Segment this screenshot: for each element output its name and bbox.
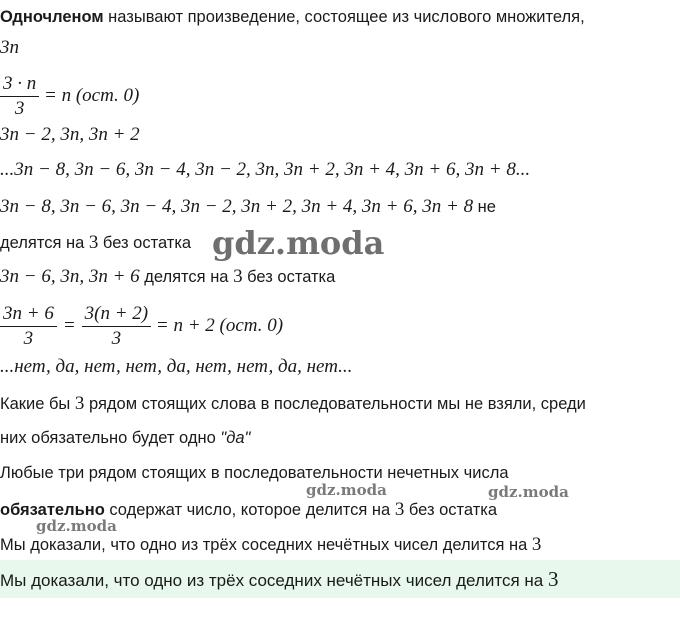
- fraction-result: = n (ост. 0): [39, 84, 140, 106]
- text-segment: Какие бы: [0, 395, 75, 413]
- fraction-denominator: 3: [14, 98, 25, 119]
- math-three: 3: [531, 534, 542, 555]
- statement-line-2: [0, 429, 250, 448]
- fraction-numerator: 3 · n: [0, 72, 39, 97]
- fraction-line-1: [0, 72, 139, 121]
- fraction-denominator: 3: [23, 328, 34, 349]
- fraction-3n-plus-6: [0, 302, 57, 351]
- not-divisible-math: 3n − 8, 3n − 6, 3n − 4, 3n − 2, 3n + 2, 3n + 4, 3n + 6, 3n + 8: [0, 196, 474, 217]
- expr-three-numbers: 3n − 2, 3n, 3n + 2: [0, 124, 140, 145]
- expr-sequence: ...3n − 8, 3n − 6, 3n − 4, 3n − 2, 3n, 3n + 2, 3n + 4, 3n + 6, 3n + 8...: [0, 159, 531, 180]
- fraction-numerator: 3n + 6: [0, 302, 57, 327]
- answer-box: [0, 560, 680, 598]
- yes-no-sequence: ...нет, да, нет, нет, да, нет, нет, да, нет...: [0, 356, 353, 377]
- statement-line-1: [0, 393, 586, 415]
- fraction-3-n-plus-2: [82, 302, 151, 351]
- watermark-logo: gdz.moda: [306, 481, 387, 499]
- text-segment: рядом стоящих слова в последовательности мы не взяли, среди: [84, 395, 586, 413]
- text-segment: без остатка: [242, 268, 336, 286]
- fraction-3n-over-3: [0, 72, 39, 121]
- watermark-logo: gdz.moda: [488, 483, 569, 501]
- answer-text: Мы доказали, что одно из трёх соседних нечётных чисел делится на: [0, 571, 548, 590]
- not-divisible-line: [0, 196, 496, 218]
- watermark-logo: gdz.moda: [36, 517, 117, 535]
- definition-term: Одночленом: [0, 8, 104, 26]
- text-segment: без остатка: [404, 501, 498, 519]
- answer-math: 3: [547, 567, 559, 591]
- divisible-line: [0, 266, 335, 288]
- text-segment: Мы доказали, что одно из трёх соседних нечётных чисел делится на: [0, 536, 532, 554]
- definition-line: [0, 8, 585, 27]
- equals-sign: =: [62, 314, 76, 336]
- fraction-denominator: 3: [111, 328, 122, 349]
- quote-yes: "да": [220, 429, 251, 447]
- watermark-logo: gdz.moda: [212, 224, 385, 262]
- math-three: 3: [394, 499, 405, 520]
- fraction-line-2: [0, 302, 283, 351]
- text-segment: делятся на: [139, 268, 234, 286]
- fraction-numerator: 3(n + 2): [82, 302, 151, 327]
- conclusion-line: [0, 534, 541, 556]
- expr-3n: 3n: [0, 37, 19, 58]
- statement-line-3: Любые три рядом стоящих в последовательности нечетных числа: [0, 464, 509, 482]
- text-segment: них обязательно будет одно: [0, 429, 221, 447]
- math-three: 3: [233, 266, 243, 287]
- no-remainder-line: [0, 232, 191, 254]
- fraction-result: = n + 2 (ост. 0): [151, 314, 284, 336]
- text-segment: содержат число, которое делится на: [104, 501, 395, 519]
- not-divisible-text: не: [473, 198, 496, 216]
- divisible-math: 3n − 6, 3n, 3n + 6: [0, 266, 140, 287]
- text-segment: делятся на: [0, 234, 89, 252]
- definition-text: называют произведение, состоящее из числового множителя,: [103, 8, 585, 26]
- math-three: 3: [74, 393, 85, 414]
- bold-word: обязательно: [0, 501, 105, 519]
- text-segment: без остатка: [98, 234, 192, 252]
- math-three: 3: [88, 232, 99, 253]
